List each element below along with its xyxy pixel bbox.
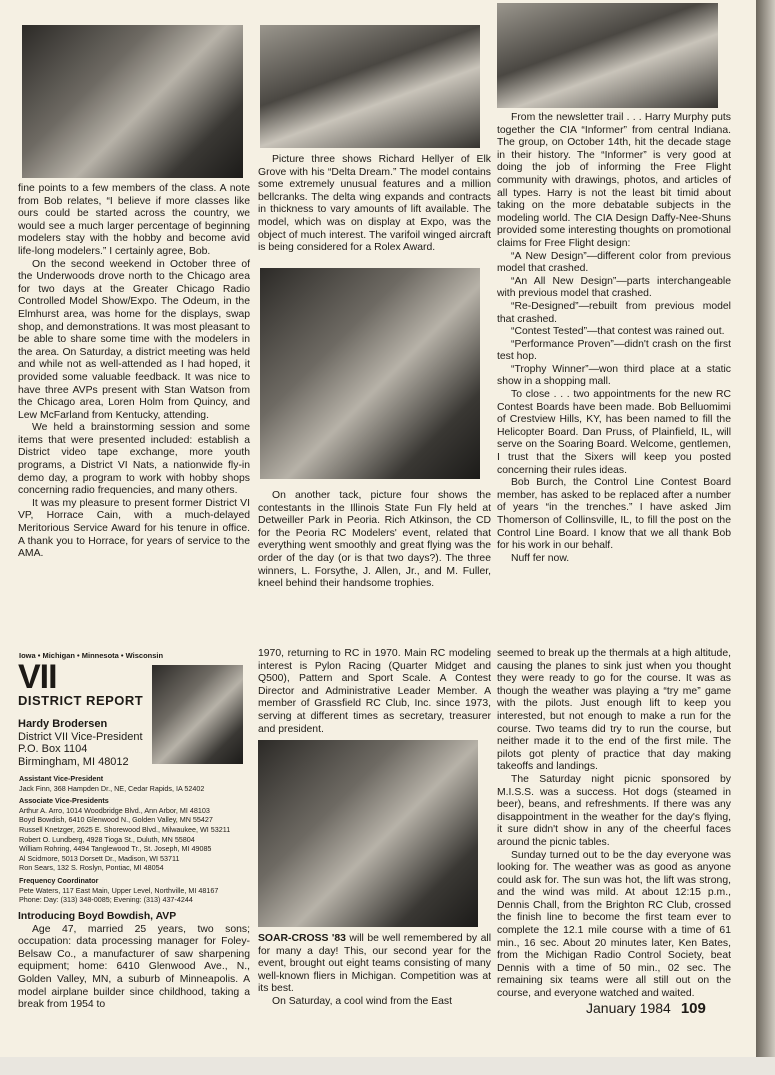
district-roster <box>19 771 254 905</box>
paragraph: fine points to a few members of the class. A note from Bob relates, “I believe if more classes like ours could be started across the country, we would see a much larger percentage of beginning modelers stay with the hobby and become avid life-long modelers.” I certainly agree, Bob. <box>18 183 250 257</box>
bottom-column-2b <box>258 933 491 1009</box>
top-column-2a <box>258 154 491 255</box>
vp-address: P.O. Box 1104 <box>18 743 88 755</box>
issue-date: January 1984 <box>586 1000 671 1016</box>
page-number: 109 <box>680 1000 706 1017</box>
paragraph: On Saturday, a cool wind from the East <box>272 995 452 1007</box>
paragraph: “Re-Designed”—rebuilt from previous model that crashed. <box>497 300 731 325</box>
paragraph: To close . . . two appointments for the new RC Contest Boards have been made. Bob Belluomimi of Crestview Hills, KY, has been named to fill the Helicopter Board. Dan Pruss, of Plainfield, IL, will serve on the Soaring Board. Welcome, gentlemen, I trust that the Sixers will keep you posted concerning their rules ideas. <box>497 389 731 476</box>
paragraph: “Contest Tested”—that contest was rained out. <box>511 326 725 338</box>
paragraph: Bob Burch, the Control Line Contest Board member, has asked to be replaced after a number of years “in the trenches.” I have asked Jim Thomerson of Collinsville, IL, to fill the post on the Control Line Board. I know that we all thank Bob for his work in our behalf. <box>497 477 731 552</box>
roster-heading: Associate Vice-Presidents <box>19 796 109 806</box>
paragraph: Sunday turned out to be the day everyone was looking for. The weather was as good as anyone could ask for. The sun was hot, the lift was strong, and the wind was mild. At about 12:15 p.m., Dennis Chall, from the Brighton RC Club, crossed the finish line to become the first team ever to complete the 12.1 mile course with a time of 61 min., 16 sec. About 20 minutes later, Ken Bates, from the Michigan Radio Control Society, beat Dennis with a time of 50 min., 02 sec. The remaining six teams were all still out on the course, and everyone watched and waited. <box>497 849 731 1000</box>
bottom-column-1 <box>18 911 250 1012</box>
roster-entry: Boyd Bowdish, 6410 Glenwood N., Golden Valley, MN 55427 <box>19 815 213 825</box>
paragraph: From the newsletter trail . . . Harry Murphy puts together the CIA “Informer” from central Indiana. The group, on October 14th, hit the decade stage in their history. The “Informer” is very good at doing the job of informing the Free Flight community with drawings, photos, and articles of all types. Harry is not the least bit timid about taking on the more debatable subjects in the modeling world. The CIA Design Daffy-Nee-Shuns provided some interesting thoughts on promotional claims for Free Flight design: <box>497 112 731 249</box>
paragraph: seemed to break up the thermals at a high altitude, causing the planes to sink just when you thought they were ready to go for the course. It was as though the weather was playing a “try me” game with the pilots. Just enough lift to keep you interested, but not enough to make a run for the course. Two teams did try to run the course, but neither made it to the end of the first mile. The pilots got plenty of practice that day making takeoffs and landings. <box>497 648 731 773</box>
photo-class-instruction <box>22 25 243 178</box>
roster-heading: Frequency Coordinator <box>19 875 99 885</box>
section-title: DISTRICT REPORT <box>18 693 144 708</box>
event-name: SOAR-CROSS '83 <box>258 933 346 944</box>
vp-title: District VII Vice-President <box>18 730 143 743</box>
paragraph: On the second weekend in October three of the Underwoods drove north to the Chicago area for two days at the Greater Chicago Radio Controlled Model Show/Expo. The Odeum, in the Elmhurst area, was home for the displays, swap shop, and demonstrations. It was most pleasant to be able to share some time with the modelers in the area. On Saturday, a district meeting was held and while not as well-attended as I had hoped, it provided some valuable feedback. It was nice to have three AVPs present with Stan Watson from the Chicago area, Loren Holm from Quincy, and Lew McFarland from Kentucky, attending. <box>18 258 250 421</box>
roster-entry: Jack Finn, 368 Hampden Dr., NE, Cedar Rapids, IA 52402 <box>19 783 205 793</box>
district-numeral: VII <box>18 658 57 696</box>
photo-delta-dream <box>260 25 480 148</box>
photo-fun-fly-contestants <box>497 3 718 108</box>
photo-soar-cross <box>258 740 478 927</box>
paragraph: “A New Design”—different color from previous model that crashed. <box>497 250 731 275</box>
page-footer <box>586 1000 706 1017</box>
paragraph-text: will be well remembered by all for many a day! This, our second year for the event, brought out eight teams consisting of many well-known fliers in Michigan. Competition was at its best. <box>258 933 491 995</box>
paragraph: 1970, returning to RC in 1970. Main RC modeling interest is Pylon Racing (Quarter Midget and Q500), Pattern and Sport Scale. A Contest Director and Administrative Leader Member. A member of Grassfield RC Club, Inc. since 1973, serving at different times as secretary, treasurer and president. <box>258 648 491 735</box>
roster-heading: Assistant Vice-President <box>19 774 104 783</box>
paragraph: Picture three shows Richard Hellyer of Elk Grove with his “Delta Dream.” The model contains some extremely unusual features and a million bellcranks. The delta wing expands and contracts in thickness to vary amounts of lift available. The model, which was on display at Expo, was the object of much interest. The varifoil winged aircraft is being considered for a Rolex Award. <box>258 154 491 254</box>
vp-city: Birmingham, MI 48012 <box>18 755 129 768</box>
paragraph: Nuff fer now. <box>511 552 570 564</box>
roster-entry: Russell Knetzger, 2625 E. Shorewood Blvd., Milwaukee, WI 53211 <box>19 824 231 834</box>
roster-entry: William Rohring, 4494 Tanglewood Tr., St. Joseph, MI 49085 <box>19 844 212 854</box>
bottom-column-2a <box>258 648 491 736</box>
paragraph: “An All New Design”—parts interchangeable with previous model that crashed. <box>497 275 731 300</box>
paragraph: “Performance Proven”—didn't crash on the first test hop. <box>497 338 731 363</box>
paragraph: The Saturday night picnic sponsored by M.I.S.S. was a success. Hot dogs (steamed in beer), beans, and refreshments. If there was any disappointment in the weather for the day's flying, it sure didn't show in any of the cheerful faces around the picnic tables. <box>497 773 731 848</box>
top-column-3 <box>497 112 731 565</box>
paragraph: We held a brainstorming session and some items that were presented included: establish a District video tape exchange, more youth programs, a District VI Nats, a nationwide fly-in demo day, a program to work with hobby shops concerning radio frequencies, and many others. <box>18 422 250 497</box>
paragraph <box>258 933 491 996</box>
roster-entry: Robert O. Lundberg, 4928 Tioga St., Duluth, MN 55804 <box>19 834 195 844</box>
paragraph: Age 47, married 25 years, two sons; occupation: data processing manager for Foley-Belsaw Co., a manufacturer of saw sharpening equipment; home: 6410 Glenwood Ave., N., Golden Valley, MN, a suburb of Minneapolis. A model airplane builder since childhood, taking a break from 1954 to <box>18 923 250 1011</box>
paragraph: “Trophy Winner”—won third place at a static show in a shopping mall. <box>497 363 731 388</box>
paragraph: It was my pleasure to present former District VI VP, Horrace Cain, with a much-delayed Meritorious Service Award for his tenure in office. A thank you to Horrace, for years of service to the AMA. <box>18 497 250 560</box>
roster-entry: Al Scidmore, 5013 Dorsett Dr., Madison, WI 53711 <box>19 853 180 863</box>
bottom-column-3 <box>497 648 731 1001</box>
photo-hardy-brodersen <box>152 665 243 764</box>
district-states: Iowa • Michigan • Minnesota • Wisconsin <box>19 651 164 660</box>
paragraph: On another tack, picture four shows the contestants in the Illinois State Fun Fly held at Detweiller Park in Peoria. Rich Atkinson, the CD for the Peoria RC Modelers' event, related that everything went smoothly and great flying was the order of the day (or is that two days?). The three winners, L. Forsythe, J. Allen, Jr., and M. Fuller, kneel behind their handsome trophies. <box>258 490 491 590</box>
photo-richard-hellyer <box>260 268 480 479</box>
top-column-1 <box>18 183 250 561</box>
vp-contact <box>18 718 143 768</box>
roster-entry: Arthur A. Arro, 1014 Woodbridge Blvd., Ann Arbor, MI 48103 <box>19 805 210 815</box>
roster-entry: Pete Waters, 117 East Main, Upper Level, Northville, MI 48167 <box>19 885 219 895</box>
top-column-2b <box>258 490 491 591</box>
subheading: Introducing Boyd Bowdish, AVP <box>18 911 177 922</box>
roster-entry: Ron Sears, 132 S. Roslyn, Pontiac, MI 48054 <box>19 863 164 873</box>
roster-entry: Phone: Day: (313) 348-0085; Evening: (313) 437-4244 <box>19 895 193 905</box>
page-edge <box>756 0 775 1057</box>
vp-name: Hardy Brodersen <box>18 718 108 730</box>
